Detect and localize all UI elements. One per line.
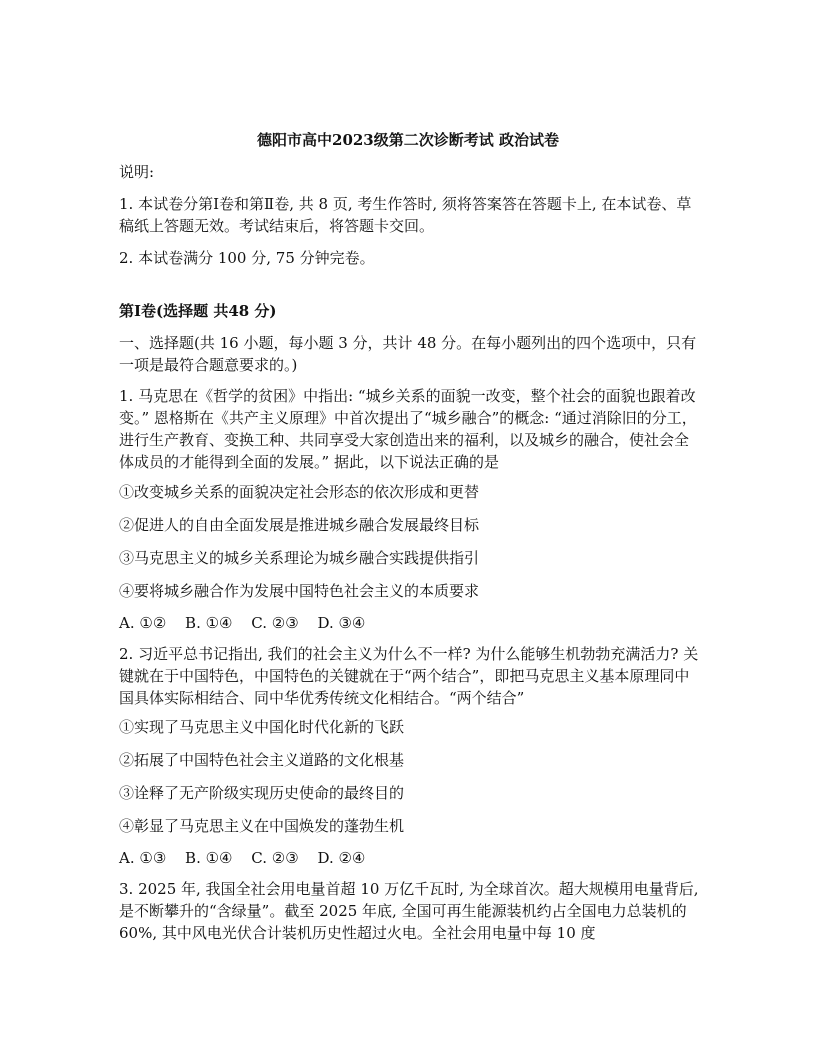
section-instruction: 一、选择题(共 16 小题，每小题 3 分，共计 48 分。在每小题列出的四个选项中，只有一项是最符合题意要求的。) <box>119 334 697 374</box>
question-1-option-d: D. ③④ <box>317 614 366 632</box>
question-1-statement-1: ①改变城乡关系的面貌决定社会形态的依次形成和更替 <box>119 483 480 501</box>
question-1-options <box>119 612 699 634</box>
question-3-stem: 3. 2025 年, 我国全社会用电量首超 10 万亿千瓦时, 为全球首次。超大规模用电量背后, 是不断攀升的“含绿量”。截至 2025 年底, 全国可再生能源装机约占全国电力总装机的 60%, 其中风电光伏合计装机历史性超过火电。全社会用电量中每 10 度 <box>119 880 699 942</box>
question-1-option-c: C. ②③ <box>251 614 299 632</box>
intro-label: 说明: <box>119 163 155 181</box>
exam-title: 德阳市高中2023级第二次诊断考试 政治试卷 <box>257 131 559 149</box>
question-2-option-d: D. ②④ <box>317 849 366 867</box>
question-2-statement-2: ②拓展了中国特色社会主义道路的文化根基 <box>119 751 405 769</box>
question-2-stem: 2. 习近平总书记指出, 我们的社会主义为什么不一样? 为什么能够生机勃勃充满活力? 关键就在于中国特色，中国特色的关键就在于“两个结合”，即把马克思主义基本原理同中国具体实际相结合、同中华优秀传统文化相结合。“两个结合” <box>119 645 699 707</box>
question-1-option-a: A. ①② <box>119 614 167 632</box>
question-2-statement-1: ①实现了马克思主义中国化时代化新的飞跃 <box>119 718 405 736</box>
note-2: 2. 本试卷满分 100 分, 75 分钟完卷。 <box>119 249 375 267</box>
question-2-options <box>119 847 699 869</box>
question-1-option-b: B. ①④ <box>185 614 233 632</box>
note-1: 1. 本试卷分第Ⅰ卷和第Ⅱ卷, 共 8 页, 考生作答时, 须将答案答在答题卡上, 在本试卷、草稿纸上答题无效。考试结束后，将答题卡交回。 <box>119 195 692 235</box>
question-1-statement-3: ③马克思主义的城乡关系理论为城乡融合实践提供指引 <box>119 549 480 567</box>
question-1-stem: 1. 马克思在《哲学的贫困》中指出: “城乡关系的面貌一改变，整个社会的面貌也跟着改变。” 恩格斯在《共产主义原理》中首次提出了“城乡融合”的概念: “通过消除旧的分工，进行生产教育、变换工种、共同享受大家创造出来的福利，以及城乡的融合，使社会全体成员的才能得到全面的发展。” 据此，以下说法正确的是 <box>119 387 697 471</box>
question-1-statement-2: ②促进人的自由全面发展是推进城乡融合发展最终目标 <box>119 516 480 534</box>
question-2-statement-3: ③诠释了无产阶级实现历史使命的最终目的 <box>119 784 405 802</box>
question-2-option-a: A. ①③ <box>119 849 167 867</box>
question-2-statement-4: ④彰显了马克思主义在中国焕发的蓬勃生机 <box>119 817 405 835</box>
question-2-option-b: B. ①④ <box>185 849 233 867</box>
question-1-statement-4: ④要将城乡融合作为发展中国特色社会主义的本质要求 <box>119 582 480 600</box>
section-title: 第Ⅰ卷(选择题 共48 分) <box>119 302 277 320</box>
question-2-option-c: C. ②③ <box>251 849 299 867</box>
